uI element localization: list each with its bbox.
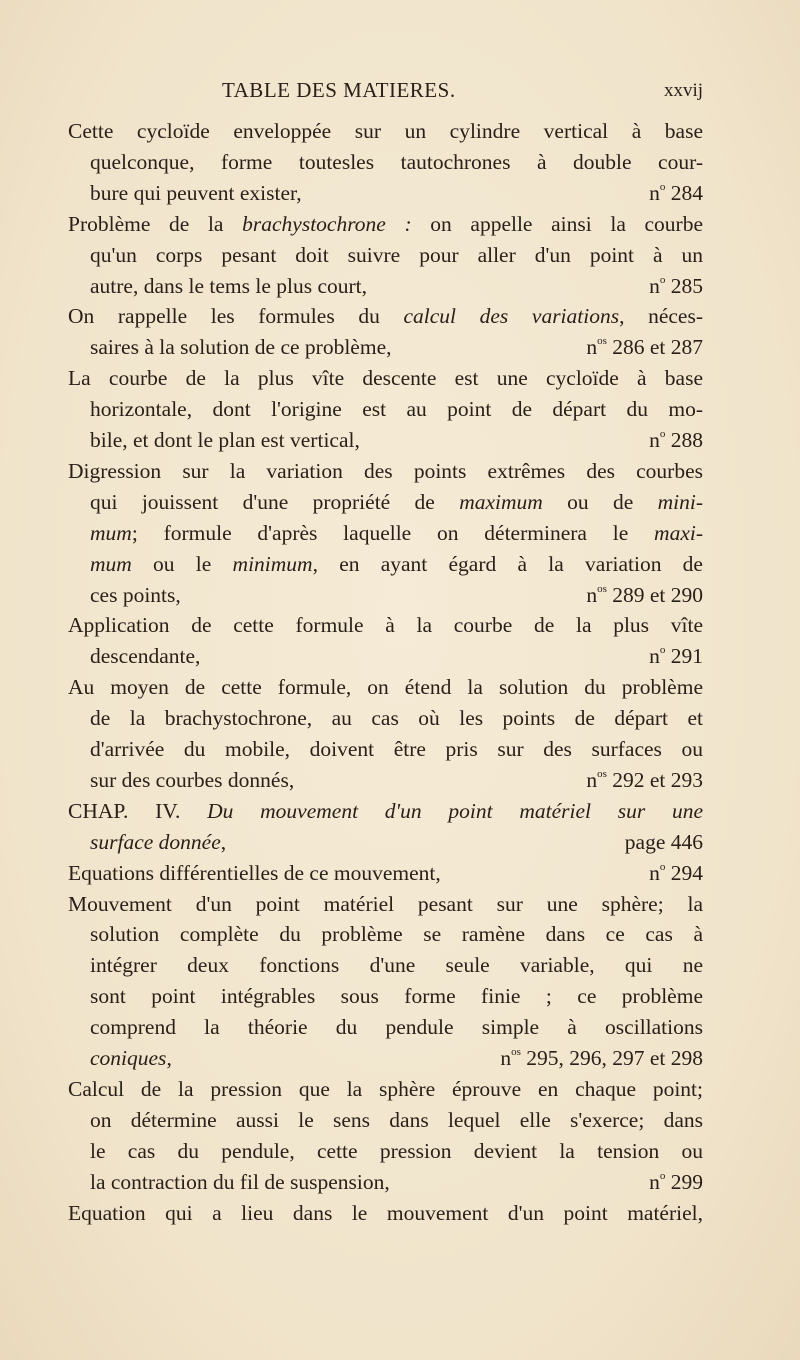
text-segment: , [220,829,227,854]
text-segment: d'arrivée du mobile, doivent être pris sur des surfaces ou [90,737,703,761]
toc-line-text [90,1139,703,1163]
italic-text: brachystochrone : [242,211,412,236]
toc-line-text [68,459,703,483]
reference-superscript: o [659,428,666,440]
toc-line [90,765,703,796]
text-segment: , néces- [619,304,703,329]
toc-line [90,147,703,178]
toc-line-text [90,178,302,209]
toc-line-text [68,613,703,637]
text-segment: ou le [131,551,233,576]
text-segment: horizontale, dont l'origine est au point de départ du mo- [90,397,703,422]
toc-line-text [90,271,367,302]
toc-line-text [90,706,703,730]
reference-superscript: o [659,1169,666,1182]
text-segment: solution complète du problème se ramène dans ce cas à [90,922,703,947]
toc-line-text [90,243,703,267]
text-segment: saires à la solution de ce problème, [90,335,392,360]
reference-prefix: n [649,273,660,298]
text-segment: sur des courbes donnés, [90,767,295,792]
text-segment: ; formule d'après laquelle on déterminera le [131,520,655,545]
article-reference [649,858,703,889]
reference-number: 292 et 293 [612,767,703,792]
text-segment: La courbe de la plus vîte descente est une cycloïde à base [68,366,703,391]
toc-line [90,1105,703,1136]
reference-prefix: n [586,582,598,607]
reference-number: 291 [670,644,703,669]
text-segment: qu'un corps pesant doit suivre pour aller d'un point à un [90,242,703,267]
italic-text: mum [90,551,132,576]
reference-number: 285 [670,273,703,298]
text-segment: quelconque, forme toutesles tautochrones à double cour- [90,149,703,174]
toc-line [90,240,703,271]
reference-superscript: os [597,767,607,780]
text-segment: Mouvement d'un point matériel pesant sur une sphère; la [68,891,703,916]
italic-text: minimum [232,551,313,576]
toc-line-text [90,580,181,611]
text-segment: ces points, [90,582,181,607]
article-reference [586,332,703,363]
toc-line [90,425,703,456]
text-segment: Equation qui a lieu dans le mouvement d'un point matériel, [68,1200,703,1225]
reference-prefix: n [500,1046,512,1070]
italic-text: coniques [90,1046,167,1070]
article-reference [586,580,703,611]
toc-line [90,1136,703,1167]
article-reference [649,178,703,209]
text-segment: on appelle ainsi la courbe [411,211,703,236]
italic-text: mini- [657,489,703,514]
toc-line [68,116,703,147]
text-segment: intégrer deux fonctions d'une seule variable, qui ne [90,953,703,978]
toc-line [68,456,703,487]
toc-line [90,332,703,363]
text-segment: qui jouissent d'une propriété de [90,489,460,514]
reference-number: 286 et 287 [612,335,703,360]
toc-line [90,580,703,611]
italic-text: Du mouvement d'un point matériel sur une [207,798,703,823]
toc-line-text [68,892,703,916]
text-segment: sont point intégrables sous forme finie ; ce problème [90,984,703,1009]
toc-line [90,487,703,518]
toc-line [68,858,703,889]
italic-text: maximum [459,489,543,514]
toc-line [68,889,703,920]
toc-line-text [90,737,703,761]
reference-number: 294 [670,860,703,885]
text-segment: bure qui peuvent exister, [90,180,302,205]
reference-superscript: os [511,1046,521,1058]
reference-prefix: n [649,428,660,452]
toc-line-text [90,552,703,576]
article-reference [649,271,703,302]
toc-line [90,394,703,425]
toc-line [90,1012,703,1043]
toc-line [90,641,703,672]
toc-line-text [68,119,703,143]
toc-line-text [68,799,703,823]
text-segment: autre, dans le tems le plus court, [90,273,368,298]
toc-line [90,178,703,209]
text-segment: bile, et dont le plan est vertical, [90,428,360,452]
reference-prefix: n [586,335,598,360]
reference-number: 295, 296, 297 et 298 [526,1046,703,1070]
text-segment: Au moyen de cette formule, on étend la solution du problème [68,675,703,700]
toc-line-text [90,1108,703,1132]
reference-superscript: o [659,180,666,193]
reference-prefix: n [586,767,598,792]
toc-line [90,271,703,302]
text-segment: Problème de la [68,211,243,236]
toc-line [68,672,703,703]
text-segment: de la brachystochrone, au cas où les points de départ et [90,706,703,731]
reference-superscript: os [597,335,607,348]
toc-line-text [90,150,703,174]
page-number: xxvij [663,80,703,101]
toc-line-text [90,922,703,946]
toc-line [68,209,703,240]
toc-line [90,703,703,734]
text-segment: ou de [542,489,658,514]
text-segment: CHAP. IV. [68,798,208,823]
toc-line-text [90,521,703,545]
toc-line-text [68,304,703,328]
text-segment: Digression sur la variation des points extrêmes des courbes [68,458,703,483]
article-reference [625,827,703,858]
reference-number: 288 [670,428,703,452]
toc-line-text [68,1201,703,1225]
text-segment: Equations différentielles de ce mouvement, [68,860,441,885]
text-segment: , en ayant égard à la variation de [312,551,703,576]
italic-text: mum [90,520,132,545]
toc-line-text [68,366,703,390]
italic-text: maxi- [654,520,703,545]
text-segment: la contraction du fil de suspension, [90,1169,390,1194]
text-segment: Calcul de la pression que la sphère éprouve en chaque point; [68,1076,703,1101]
italic-text: surface donnée [90,829,221,854]
text-segment: on détermine aussi le sens dans lequel elle s'exerce; dans [90,1107,703,1132]
text-segment: , [166,1046,172,1070]
toc-line-text [90,332,392,363]
toc-line-text [68,212,703,236]
reference-number: 289 et 290 [612,582,703,607]
toc-line-text [90,1167,390,1198]
reference-superscript: os [597,582,607,595]
toc-line [68,1198,703,1229]
reference-prefix: n [649,860,660,885]
toc-line-text [90,827,226,858]
text-segment: Application de cette formule à la courbe de la plus vîte [68,613,703,638]
text-segment: Cette cycloïde enveloppée sur un cylindre vertical à base [68,119,703,143]
article-reference [500,1043,703,1074]
toc-line [68,1074,703,1105]
text-segment: comprend la théorie du pendule simple à oscillations [90,1015,703,1040]
reference-prefix: page [624,829,666,854]
toc-line [90,1167,703,1198]
reference-number: 446 [670,829,703,854]
toc-line [68,363,703,394]
toc-line [90,734,703,765]
toc-line-text [90,1015,703,1039]
toc-line [90,950,703,981]
reference-superscript: o [659,644,666,657]
toc-line-text [90,1043,172,1074]
article-reference [649,641,703,672]
article-reference [649,1167,703,1198]
text-segment: le cas du pendule, cette pression devient la tension ou [90,1138,703,1163]
toc-line-text [90,641,200,672]
toc-line-text [90,953,703,977]
running-title: TABLE DES MATIERES. [222,78,456,102]
toc-line [90,919,703,950]
toc-line [90,827,703,858]
toc-line-text [68,675,703,699]
toc-line-text [90,397,703,421]
toc-line [68,610,703,641]
reference-prefix: n [649,180,660,205]
text-segment: descendante, [90,644,201,669]
reference-prefix: n [649,1169,660,1194]
toc-line [90,1043,703,1074]
reference-prefix: n [649,644,660,669]
reference-number: 284 [670,180,703,205]
toc-line [68,301,703,332]
text-segment: On rappelle les formules du [68,304,404,329]
toc-line-text [90,984,703,1008]
toc-line [90,518,703,549]
toc-line-text [90,425,360,456]
toc-line [68,796,703,827]
toc-line-text [68,858,441,889]
toc-line-text [68,1077,703,1101]
toc-line-text [90,490,703,514]
toc-line-text [90,765,294,796]
article-reference [586,765,703,796]
article-reference [649,425,703,456]
italic-text: calcul des variations [403,304,620,329]
reference-number: 299 [670,1169,703,1194]
toc-line [90,981,703,1012]
toc-line [90,549,703,580]
reference-superscript: o [659,273,666,286]
reference-superscript: o [659,860,666,873]
